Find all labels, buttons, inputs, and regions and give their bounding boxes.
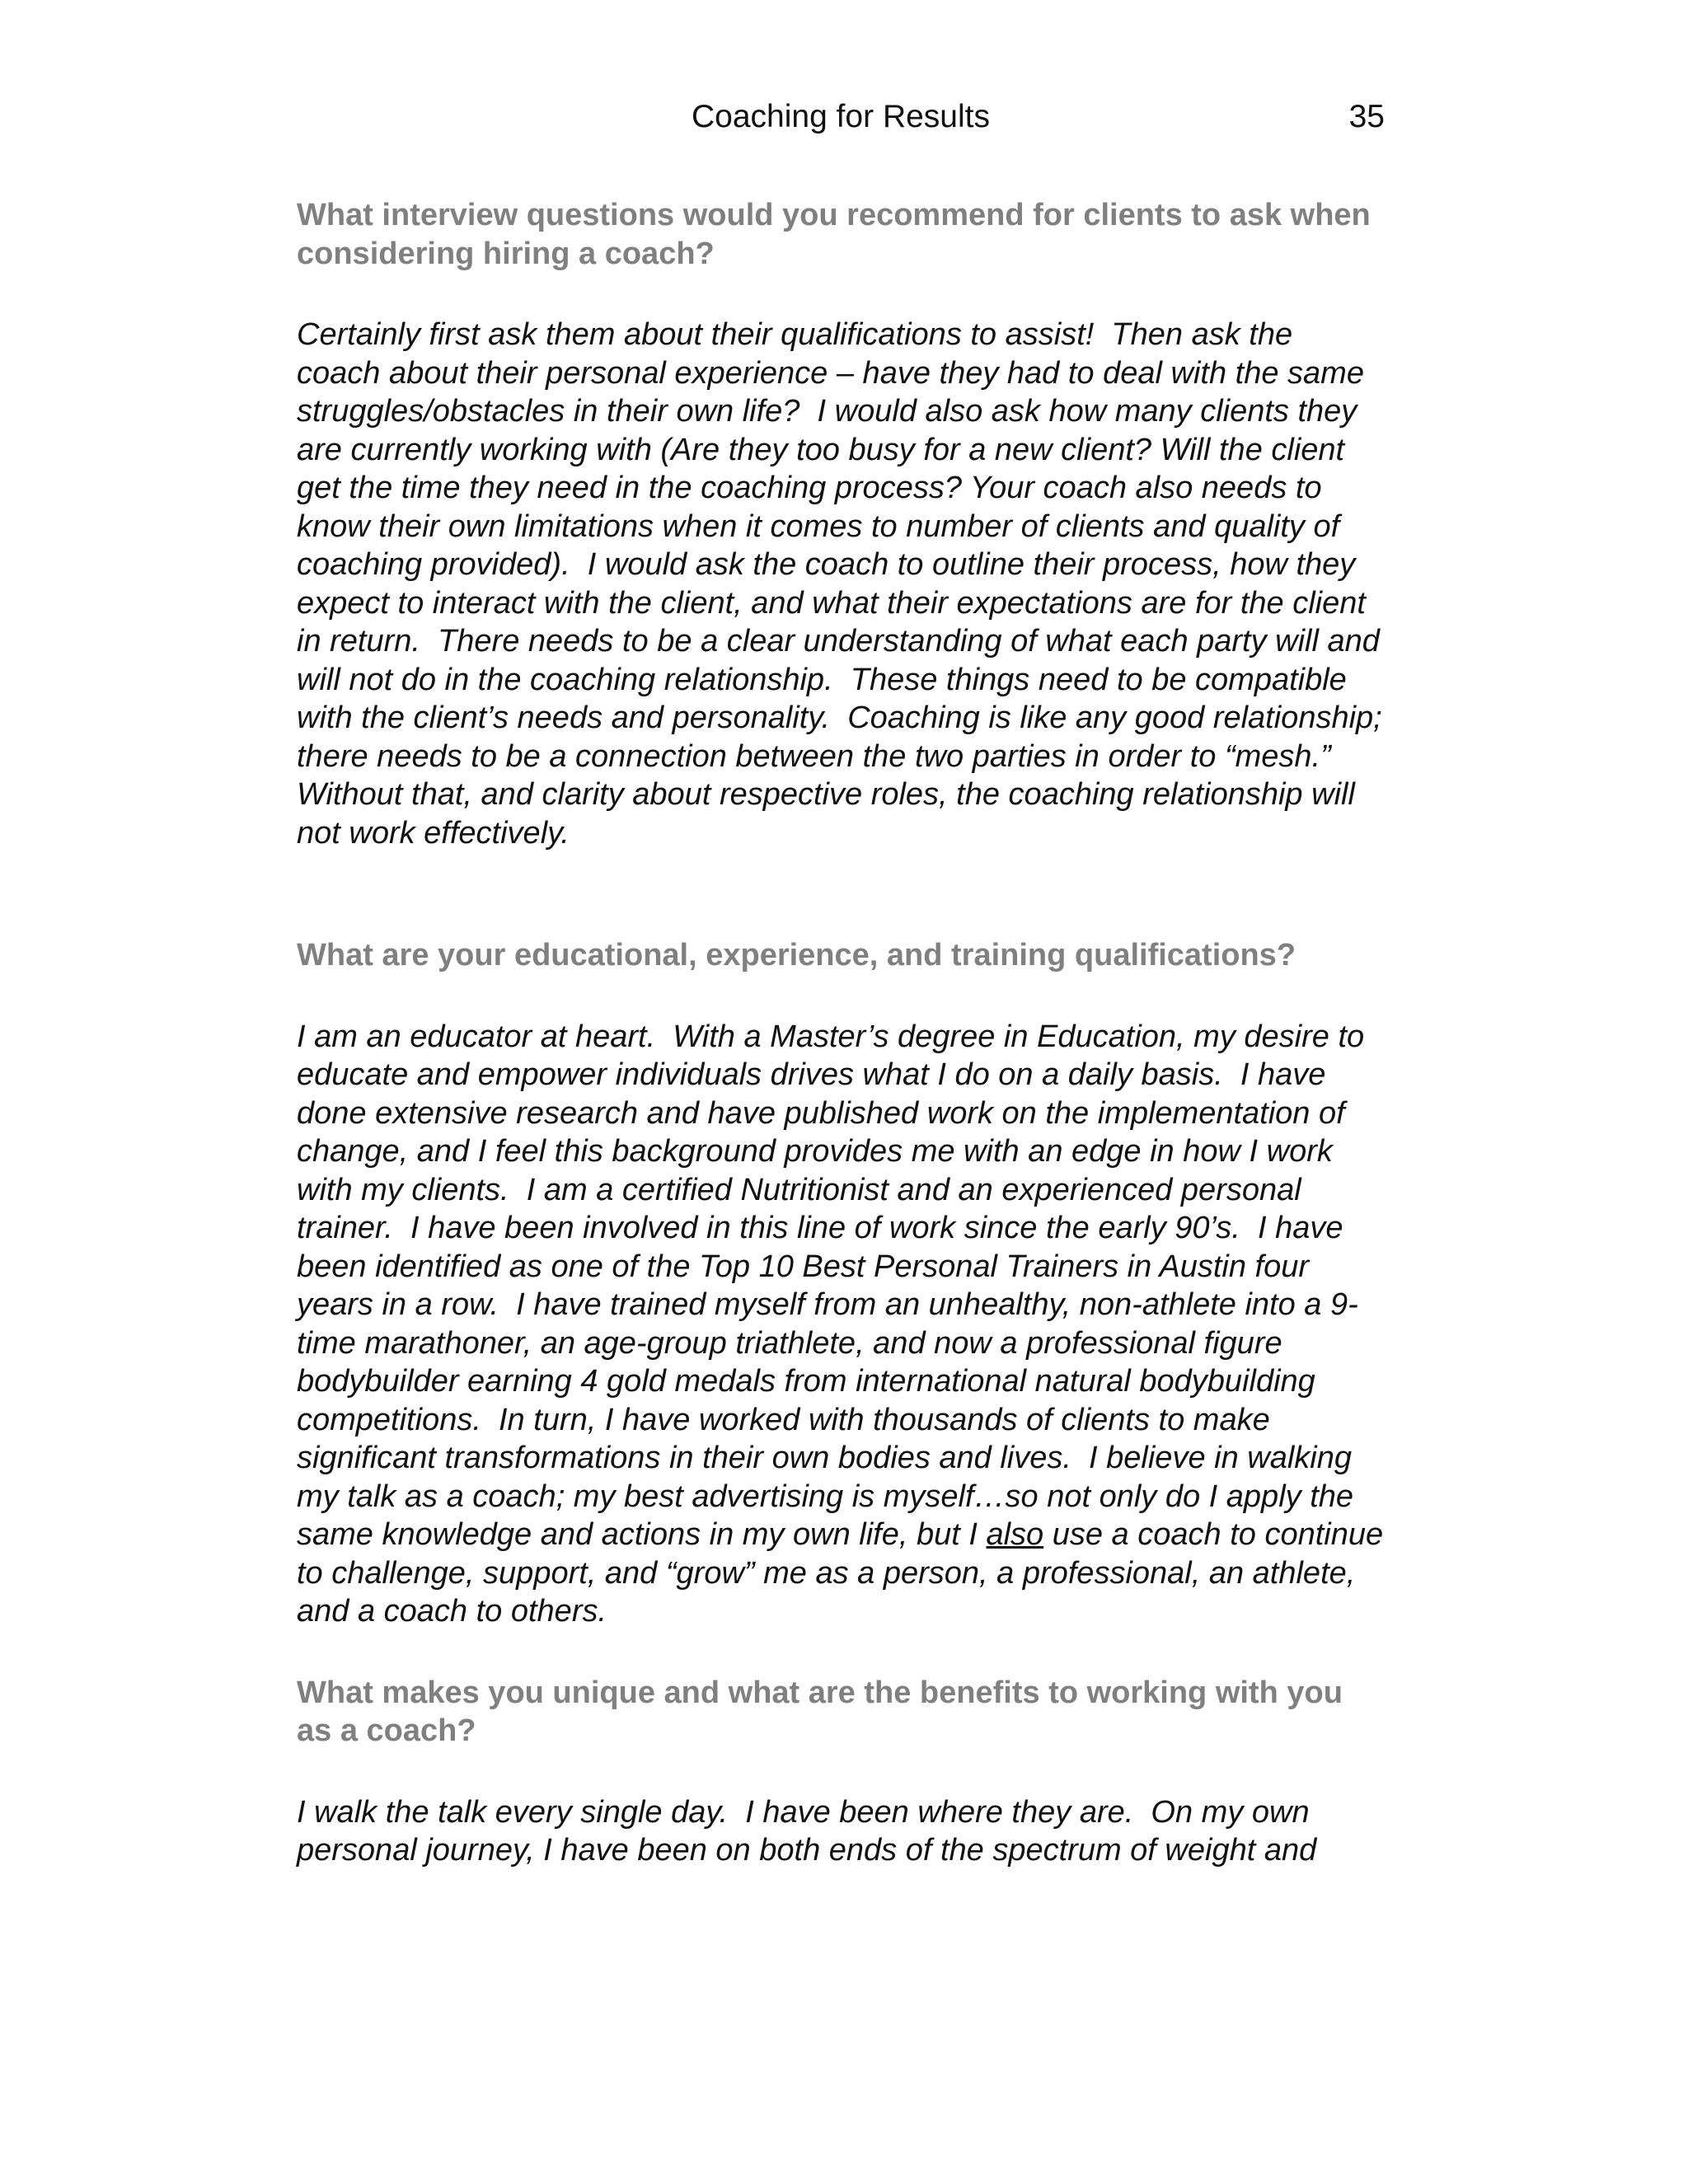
answer-paragraph-3: I walk the talk every single day. I have been where they are. On my own personal journey, I have been on both ends of the spectrum of weight and bbox=[297, 1794, 1319, 1868]
answer-paragraph-1: Certainly first ask them about their qualifications to assist! Then ask the coach about their personal experience – have they had to deal with the same struggles/obstacles in their own life? I would also ask how many clients they are currently working with (Are they too busy for a new client? Will the client get the time they need in the coaching process? Your coach also needs to know their own limitations when it comes to number of clients and quality of coaching provided). I would ask the coach to outline their process, how they expect to interact with the client, and what their expectations are for the client in return. There needs to be a clear understanding of what each party will and will not do in the coaching relationship. These things need to be compatible with the client’s needs and personality. Coaching is like any good relationship; there needs to be a connection between the two parties in order to “mesh.” Without that, and clarity about respective roles, the coaching relationship will not work effectively. bbox=[297, 317, 1391, 851]
question-heading-3: What makes you unique and what are the benefits to working with you as a coach? bbox=[297, 1675, 1343, 1748]
underlined-word-also: also bbox=[986, 1517, 1044, 1552]
page-header bbox=[297, 96, 1385, 138]
running-header-title: Coaching for Results bbox=[691, 99, 990, 134]
question-heading-2: What are your educational, experience, and training qualifications? bbox=[297, 938, 1296, 972]
question-heading-1: What interview questions would you recommend for clients to ask when considering hiring a coach? bbox=[297, 198, 1371, 271]
document-body bbox=[297, 196, 1392, 1870]
page-number: 35 bbox=[1348, 99, 1385, 134]
answer-2-text-start: I am an educator at heart. With a Master’s degree in Education, my desire to educate and empower individuals drives what I do on a daily basis. I have done extensive research and have published work on the implementation of change, and I feel this background provides me with an edge in how I work with my clients. I am a certified Nutritionist and an experienced personal trainer. I have been involved in this line of work since the early 90’s. I have been identified as one of the Top 10 Best Personal Trainers in Austin four years in a row. I have trained myself from an unhealthy, non-athlete into a 9-time marathoner, an age-group triathlete, and now a professional figure bodybuilder earning 4 gold medals from international natural bodybuilding competitions. In turn, I have worked with thousands of clients to make significant transformations in their own bodies and lives. I believe in walking my talk as a coach; my best advertising is myself…so not only do I apply the same knowledge and actions in my own life, but I bbox=[297, 1019, 1373, 1552]
answer-paragraph-2 bbox=[297, 1018, 1392, 1631]
answer-2-text-end: use a coach to continue to challenge, support, and “grow” me as a person, a professional, an athlete, and a coach to others. bbox=[297, 1517, 1392, 1629]
